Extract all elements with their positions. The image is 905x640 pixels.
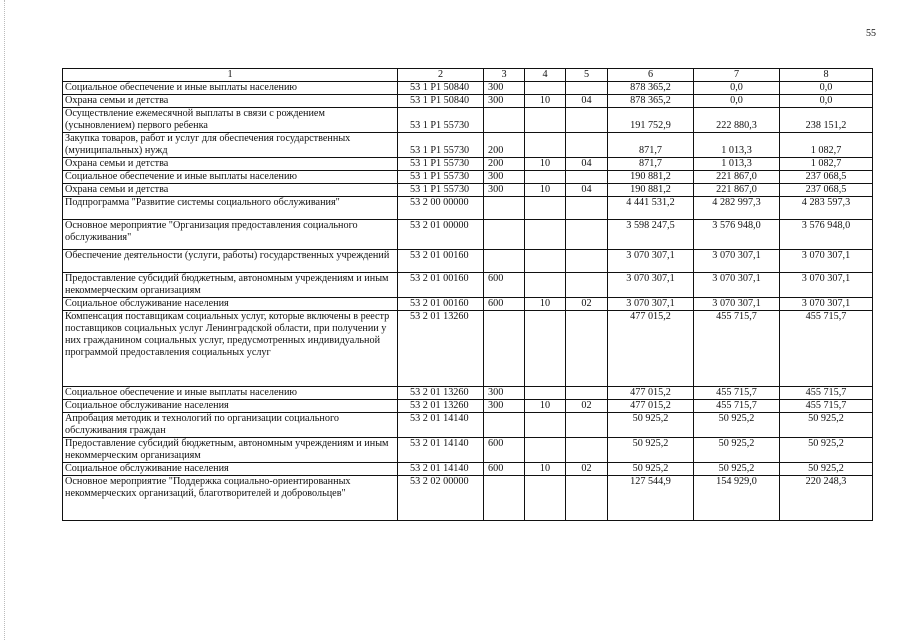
row-subsection-cell [566, 108, 608, 133]
row-expense-type-cell: 200 [484, 158, 525, 171]
row-value-7-cell: 3 576 948,0 [694, 220, 780, 250]
row-name-cell: Социальное обслуживание населения [63, 463, 398, 476]
row-subsection-cell [566, 250, 608, 273]
row-code-cell: 53 2 01 00160 [398, 298, 484, 311]
budget-table [62, 68, 873, 521]
row-value-6-cell: 191 752,9 [608, 108, 694, 133]
row-value-8-cell: 3 070 307,1 [780, 298, 873, 311]
row-value-6-cell: 50 925,2 [608, 463, 694, 476]
row-value-7-cell: 154 929,0 [694, 476, 780, 521]
table-body [63, 82, 873, 521]
table-row [63, 298, 873, 311]
row-name-cell: Предоставление субсидий бюджетным, автономным учреждениям и иным некоммерческим организациям [63, 273, 398, 298]
row-code-cell: 53 2 01 13260 [398, 311, 484, 387]
table-row [63, 82, 873, 95]
row-section-cell [525, 108, 566, 133]
row-value-6-cell: 878 365,2 [608, 95, 694, 108]
row-name-cell: Социальное обслуживание населения [63, 298, 398, 311]
row-name-cell: Обеспечение деятельности (услуги, работы) государственных учреждений [63, 250, 398, 273]
row-name-cell: Социальное обслуживание населения [63, 400, 398, 413]
row-value-6-cell: 50 925,2 [608, 413, 694, 438]
row-section-cell [525, 250, 566, 273]
row-name-cell: Основное мероприятие "Поддержка социально-ориентированных некоммерческих организаций, благотворителей и добровольцев" [63, 476, 398, 521]
row-value-6-cell: 127 544,9 [608, 476, 694, 521]
row-value-7-cell: 3 070 307,1 [694, 298, 780, 311]
row-section-cell [525, 220, 566, 250]
row-subsection-cell [566, 197, 608, 220]
column-header: 7 [694, 69, 780, 82]
row-value-8-cell: 455 715,7 [780, 311, 873, 387]
row-section-cell [525, 413, 566, 438]
row-expense-type-cell [484, 311, 525, 387]
row-value-7-cell: 221 867,0 [694, 184, 780, 197]
row-value-7-cell: 3 070 307,1 [694, 273, 780, 298]
table-row [63, 133, 873, 158]
row-subsection-cell: 02 [566, 400, 608, 413]
page-number: 55 [866, 28, 876, 39]
row-expense-type-cell: 300 [484, 171, 525, 184]
row-subsection-cell [566, 438, 608, 463]
table-row [63, 197, 873, 220]
row-code-cell: 53 2 01 00000 [398, 220, 484, 250]
row-value-7-cell: 221 867,0 [694, 171, 780, 184]
row-section-cell [525, 171, 566, 184]
row-value-8-cell: 0,0 [780, 95, 873, 108]
row-code-cell: 53 1 P1 55730 [398, 108, 484, 133]
row-section-cell [525, 311, 566, 387]
row-expense-type-cell [484, 108, 525, 133]
row-subsection-cell [566, 273, 608, 298]
row-code-cell: 53 2 02 00000 [398, 476, 484, 521]
row-name-cell: Охрана семьи и детства [63, 95, 398, 108]
row-name-cell: Социальное обеспечение и иные выплаты населению [63, 82, 398, 95]
row-value-6-cell: 3 070 307,1 [608, 298, 694, 311]
row-expense-type-cell [484, 250, 525, 273]
row-subsection-cell: 02 [566, 298, 608, 311]
row-name-cell: Охрана семьи и детства [63, 184, 398, 197]
row-expense-type-cell: 600 [484, 463, 525, 476]
table-row [63, 184, 873, 197]
row-value-8-cell: 455 715,7 [780, 387, 873, 400]
table-row [63, 400, 873, 413]
row-name-cell: Закупка товаров, работ и услуг для обеспечения государственных (муниципальных) нужд [63, 133, 398, 158]
row-value-7-cell: 0,0 [694, 82, 780, 95]
table-row [63, 95, 873, 108]
row-section-cell [525, 387, 566, 400]
row-section-cell: 10 [525, 400, 566, 413]
row-code-cell: 53 2 01 00160 [398, 250, 484, 273]
row-expense-type-cell [484, 413, 525, 438]
row-section-cell [525, 133, 566, 158]
row-code-cell: 53 1 P1 55730 [398, 171, 484, 184]
row-value-7-cell: 50 925,2 [694, 413, 780, 438]
row-value-8-cell: 4 283 597,3 [780, 197, 873, 220]
row-value-6-cell: 190 881,2 [608, 171, 694, 184]
row-value-7-cell: 222 880,3 [694, 108, 780, 133]
row-subsection-cell: 02 [566, 463, 608, 476]
column-header: 4 [525, 69, 566, 82]
row-value-6-cell: 871,7 [608, 158, 694, 171]
row-subsection-cell [566, 82, 608, 95]
row-value-6-cell: 3 598 247,5 [608, 220, 694, 250]
row-subsection-cell [566, 476, 608, 521]
row-value-6-cell: 477 015,2 [608, 400, 694, 413]
column-header: 1 [63, 69, 398, 82]
row-expense-type-cell [484, 476, 525, 521]
row-name-cell: Предоставление субсидий бюджетным, автономным учреждениям и иным некоммерческим организациям [63, 438, 398, 463]
table-row [63, 158, 873, 171]
row-value-7-cell: 0,0 [694, 95, 780, 108]
row-value-8-cell: 50 925,2 [780, 438, 873, 463]
row-subsection-cell: 04 [566, 158, 608, 171]
row-expense-type-cell: 200 [484, 133, 525, 158]
row-subsection-cell [566, 413, 608, 438]
row-code-cell: 53 1 P1 55730 [398, 184, 484, 197]
row-value-7-cell: 4 282 997,3 [694, 197, 780, 220]
row-subsection-cell [566, 311, 608, 387]
table-row [63, 311, 873, 387]
row-name-cell: Осуществление ежемесячной выплаты в связи с рождением (усыновлением) первого ребенка [63, 108, 398, 133]
row-value-8-cell: 3 070 307,1 [780, 273, 873, 298]
table-row [63, 387, 873, 400]
row-value-6-cell: 871,7 [608, 133, 694, 158]
row-code-cell: 53 2 01 13260 [398, 400, 484, 413]
row-value-8-cell: 50 925,2 [780, 463, 873, 476]
column-header: 5 [566, 69, 608, 82]
row-value-8-cell: 455 715,7 [780, 400, 873, 413]
row-section-cell [525, 273, 566, 298]
row-section-cell: 10 [525, 298, 566, 311]
row-code-cell: 53 1 P1 50840 [398, 82, 484, 95]
row-expense-type-cell [484, 197, 525, 220]
row-value-8-cell: 50 925,2 [780, 413, 873, 438]
row-section-cell [525, 82, 566, 95]
row-value-7-cell: 3 070 307,1 [694, 250, 780, 273]
row-expense-type-cell: 600 [484, 438, 525, 463]
row-name-cell: Социальное обеспечение и иные выплаты населению [63, 171, 398, 184]
row-value-8-cell: 220 248,3 [780, 476, 873, 521]
row-value-6-cell: 4 441 531,2 [608, 197, 694, 220]
table-row [63, 463, 873, 476]
row-code-cell: 53 2 00 00000 [398, 197, 484, 220]
row-value-7-cell: 455 715,7 [694, 387, 780, 400]
row-value-6-cell: 878 365,2 [608, 82, 694, 95]
row-subsection-cell: 04 [566, 95, 608, 108]
row-subsection-cell [566, 171, 608, 184]
row-name-cell: Социальное обеспечение и иные выплаты населению [63, 387, 398, 400]
row-expense-type-cell: 600 [484, 273, 525, 298]
column-header: 8 [780, 69, 873, 82]
row-value-8-cell: 1 082,7 [780, 133, 873, 158]
row-code-cell: 53 2 01 00160 [398, 273, 484, 298]
row-section-cell: 10 [525, 95, 566, 108]
row-value-7-cell: 455 715,7 [694, 400, 780, 413]
table-row [63, 413, 873, 438]
row-expense-type-cell [484, 220, 525, 250]
table-row [63, 438, 873, 463]
row-code-cell: 53 1 P1 50840 [398, 95, 484, 108]
table-row [63, 108, 873, 133]
row-expense-type-cell: 300 [484, 184, 525, 197]
row-value-6-cell: 477 015,2 [608, 311, 694, 387]
table-row [63, 273, 873, 298]
column-header: 3 [484, 69, 525, 82]
row-value-7-cell: 455 715,7 [694, 311, 780, 387]
row-value-7-cell: 1 013,3 [694, 133, 780, 158]
column-header: 2 [398, 69, 484, 82]
row-value-6-cell: 477 015,2 [608, 387, 694, 400]
row-name-cell: Основное мероприятие "Организация предоставления социального обслуживания" [63, 220, 398, 250]
row-subsection-cell: 04 [566, 184, 608, 197]
row-expense-type-cell: 300 [484, 82, 525, 95]
row-value-7-cell: 50 925,2 [694, 463, 780, 476]
row-value-6-cell: 3 070 307,1 [608, 250, 694, 273]
row-expense-type-cell: 300 [484, 95, 525, 108]
page-edge-line [4, 0, 5, 640]
table-row [63, 476, 873, 521]
table-row [63, 220, 873, 250]
row-value-8-cell: 237 068,5 [780, 171, 873, 184]
row-value-7-cell: 50 925,2 [694, 438, 780, 463]
row-subsection-cell [566, 133, 608, 158]
row-code-cell: 53 2 01 14140 [398, 413, 484, 438]
row-section-cell [525, 476, 566, 521]
row-name-cell: Подпрограмма "Развитие системы социального обслуживания" [63, 197, 398, 220]
row-name-cell: Компенсация поставщикам социальных услуг, которые включены в реестр поставщиков социальных услуг Ленинградской области, при получении у них гражданином социальных услуг, предусмотренных индивидуальной программой предоставления социальных услуг [63, 311, 398, 387]
row-subsection-cell [566, 387, 608, 400]
row-code-cell: 53 2 01 13260 [398, 387, 484, 400]
row-section-cell: 10 [525, 463, 566, 476]
row-code-cell: 53 1 P1 55730 [398, 133, 484, 158]
row-section-cell [525, 197, 566, 220]
row-value-8-cell: 0,0 [780, 82, 873, 95]
row-value-6-cell: 190 881,2 [608, 184, 694, 197]
row-value-8-cell: 237 068,5 [780, 184, 873, 197]
row-section-cell [525, 438, 566, 463]
row-value-6-cell: 50 925,2 [608, 438, 694, 463]
row-expense-type-cell: 600 [484, 298, 525, 311]
row-expense-type-cell: 300 [484, 387, 525, 400]
row-value-6-cell: 3 070 307,1 [608, 273, 694, 298]
row-value-8-cell: 3 576 948,0 [780, 220, 873, 250]
row-value-8-cell: 1 082,7 [780, 158, 873, 171]
row-section-cell: 10 [525, 158, 566, 171]
row-section-cell: 10 [525, 184, 566, 197]
table-row [63, 171, 873, 184]
column-header: 6 [608, 69, 694, 82]
table-row [63, 250, 873, 273]
row-expense-type-cell: 300 [484, 400, 525, 413]
table-header-row [63, 69, 873, 82]
row-subsection-cell [566, 220, 608, 250]
row-value-7-cell: 1 013,3 [694, 158, 780, 171]
row-code-cell: 53 2 01 14140 [398, 463, 484, 476]
row-value-8-cell: 3 070 307,1 [780, 250, 873, 273]
row-name-cell: Охрана семьи и детства [63, 158, 398, 171]
row-code-cell: 53 2 01 14140 [398, 438, 484, 463]
row-name-cell: Апробация методик и технологий по организации социального обслуживания граждан [63, 413, 398, 438]
row-code-cell: 53 1 P1 55730 [398, 158, 484, 171]
row-value-8-cell: 238 151,2 [780, 108, 873, 133]
